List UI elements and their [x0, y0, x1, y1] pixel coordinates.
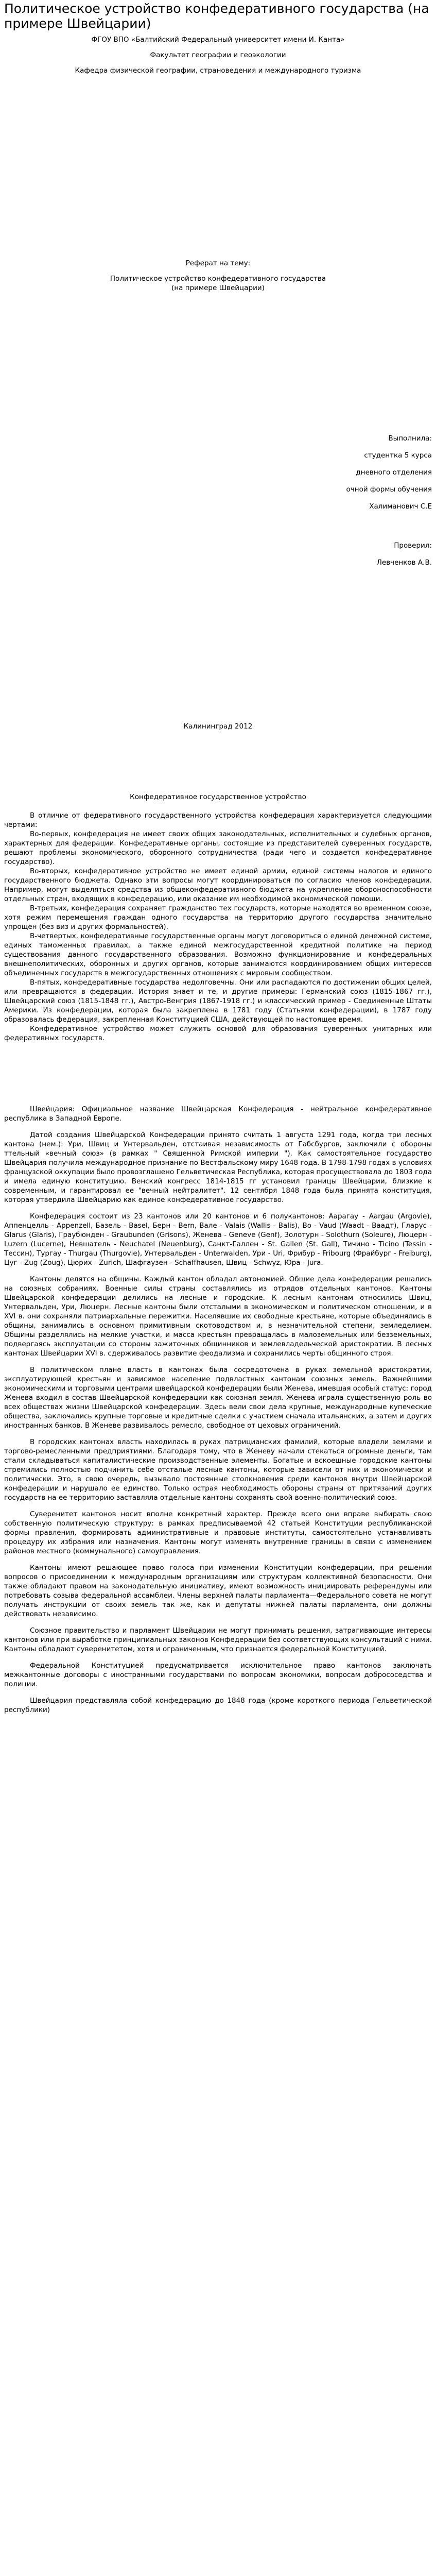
paragraph: В-третьих, конфедерация сохраняет гражданство тех государств, которые находятся во временном союзе, хотя режим перемещения граждан одного государства на территорию другого государства значительно упрощен (без виз и других формальностей). [4, 904, 432, 931]
paragraph: В городских кантонах власть находилась в руках патрицианских фамилий, которые владели землями и торгово-ремесленными предприятиями. Благодаря тому, что в Женеву начали стекаться огромные деньги, там стали складываться капиталистические производственные элементы. Богатые и вскоешные городские кантоны стремились полностью подчинить себе отсталые лесные кантоны, которые зависели от них и экономически и политически. Это, в свою очередь, вызывало постоянные столкновения среди кантонов внутри Швейцарской конфедерации и нарушало ее единство. Только острая необходимость обороны страны от притязаний других государств на ее территорию заставляла отдельные кантоны сохранять свой военно-политический союз. [4, 1438, 432, 1502]
faculty-name: Факультет географии и геоэкологии [150, 51, 286, 59]
department-name: Кафедра физической географии, страноведения и международного туризма [75, 66, 361, 75]
checked-label: Проверил: [394, 541, 432, 550]
paragraph: В-четвертых, конфедеративные государственные органы могут договориться о единой денежной системе, единых таможенных правилах, а также единой межгосударственной кредитной политике на период существования данного государственного образования. Возможно функционирование и конфедеральных внешнеполитических, оборонных и других органов, которые занимаются координированием общих интересов объединенных государств в межгосударственных отношениях с мировым сообществом. [4, 932, 432, 977]
checked-block [4, 541, 432, 567]
paragraph: Конфедерация состоит из 23 кантонов или 20 кантонов и 6 полукантонов: Аарагау - Aargau (Argovie), Аппенцелль - Appenzell, Базель - Basel, Берн - Bern, Вале - Valais (Wallis - Ваlis), Во - Vaud (Waadt - Ваадт), Гларус - Glarus (Glaris), Граубюнден - Graubunden (Grisons), Женева - Geneve (Genf), Золотурн - Solothurn (Soleure), Люцерн - Luzern (Lucerne), Невшатель - Neuchatel (Neuenburg), Санкт-Галлен - St. Gallen (St. Gall), Тичино - Ticino (Tessin - Тессин), Тургау - Thurgau (Thurgovie), Унтервальден - Unterwalden, Ури - Uri, Фрибур - Fribourg (Фрайбург - Freiburg), Цуг - Zug (Zoug), Цюрих - Zurich, Шафгаузен - Schaffhausen, Швиц - Schwyz, Юра - Jura. [4, 1212, 432, 1267]
university-name: ФГОУ ВПО «Балтийский Федеральный университет имени И. Канта» [91, 36, 345, 44]
paragraph: Конфедеративное устройство может служить основой для образования суверенных унитарных или федеративных государств. [4, 1025, 432, 1042]
paragraph: Швейцария: Официальное название Швейцарская Конфедерация - нейтральное конфедеративное республика в Западной Европе. [4, 1105, 432, 1123]
performed-line: очной формы обучения [346, 485, 432, 494]
paragraph: Во-вторых, конфедеративное устройство не имеет единой армии, единой системы налогов и единого государственного бюджета. Однако эти вопросы могут координироваться по согласию членов конфедерации. Например, могут выделяться средства из общеконфедеративного бюджета на укрепление обороноспособности отдельных стран, входящих в конфедерацию, или оказание им необходимой экономической помощи. [4, 867, 432, 903]
paragraph: Кантоны делятся на общины. Каждый кантон обладал автономией. Общие дела конфедерации решались на союзных собраниях. Военные силы страны составлялись из отрядов отдельных кантонов. Кантоны Швейцарской конфедерации делились на лесные и городские. К лесным кантонам относились Швиц, Унтервальден, Ури, Люцерн. Лесные кантоны были отсталыми в экономическом и политическом отношении, и в XVI в. они сохраняли патриархальные пережитки. Населявшие их свободные крестьяне, которые объединялись в общины, занимались в основном примитивным скотоводством и, в незначительной степени, земледелием. Общины разделялись на мелкие участки, и масса крестьян превращалась в малоземельных или безземельных, подвергаясь эксплуатации со стороны зажиточных общинников и землевладельческой аристократии. В лесных кантонах Швейцарии XVI в. сдерживалось развитие феодализма и сохранились черты общинного строя. [4, 1275, 432, 1358]
cover-page [4, 31, 432, 792]
paragraph: Швейцария представляла собой конфедерацию до 1848 года (кроме короткого периода Гельветической республики) [4, 1697, 432, 1714]
paragraph: Федеральной Конституцией предусматривается исключительное право кантонов заключать межкантонные договоры с иностранными государствами по вопросам экономики, вопросам добрососедства и полиции. [4, 1662, 432, 1688]
paragraph: Кантоны имеют решающее право голоса при изменении Конституции конфедерации, при решении вопросов о присоединении к международным организациям или структурам коллективной безопасности. Они также обладают правом на законодательную инициативу, имеют возможность инициировать референдумы или потребовать созыва федеральной ассамблеи. Члены верхней палаты парламента—Федерального совета не могут получать инструкции от своих земель так же, как и депутаты нижней палаты парламента, они должны действовать независимо. [4, 1564, 432, 1618]
section-confederation [4, 792, 432, 1043]
paragraph: В политическом плане власть в кантонах была сосредоточена в руках земельной аристократии, эксплуатирующей крестьян и зависимое население подвластных кантонам союзных земель. Важнейшими экономическими и торговыми центрами швейцарской конфедерации были Женева, имевшая особый статус: город Женева входил в состав Швейцарской конфедерации как союзная земля. Женева играла существенную роль во всех обществах жизни Швейцарской конфедерации. Здесь вели свои дела крупные, международные купеческие общества, заключались крупные торговые и кредитные сделки с участием сначала итальянских, а затем и других иностранных банков. В Женеве развивалось ремесло, свободное от цеховых ограничений. [4, 1366, 432, 1430]
section-switzerland [4, 1105, 432, 1715]
paragraph: В-пятых, конфедеративные государства недолговечны. Они или распадаются по достижении общих целей, или превращаются в федерации. История знает и те, и другие примеры: Германский союз (1815-1867 гг.), Швейцарский союз (1815-1848 гг.), Австро-Венгрия (1867-1918 гг.) и классический пример - Соединенные Штаты Америки. Из конфедерации, которая была закреплена в 1781 году (Статьями конфедерации), в 1787 году образовалась федерация, закрепленная Конституцией США, действующей по настоящее время. [4, 978, 432, 1024]
paragraph: Датой создания Швейцарской Конфедерации принято считать 1 августа 1291 года, когда три лесных кантона (нем.): Ури, Швиц и Унтервальден, отстаивая независимость от Габсбургов, заключили с обороны ттельный «вечный союз» (в рамках " Священной Римской империи "). Как самостоятельное государство Швейцария получила международное признание по Вестфальскому миру 1648 года. В 1798-1798 годах в условиях французской оккупации было провозглашено Гельветическая Республика, которая просуществовала до 1803 года и имела единую конституцию. Венский конгресс 1814-1815 гг установил границы Швейцарии, близкие к современным, и гарантировал ее "вечный нейтралитет". 12 сентября 1848 года была принята конституция, которая утвердила Швейцарию как единое конфедеративное государство. [4, 1131, 432, 1204]
report-label: Реферат на тему: [185, 259, 251, 267]
performed-block [4, 434, 432, 511]
paragraph: Союзное правительство и парламент Швейцарии не могут принимать решения, затрагивающие интересы кантонов или при выработке принципиальных законов Конфедерации без соответствующих консультаций с ними. Кантоны обладают суверенитетом, хотя и ограниченным, что признается федеральной Конституцией. [4, 1626, 432, 1653]
performed-line: Халиманович С.Е [369, 502, 432, 511]
report-topic: Политическое устройство конфедеративного государства (на примере Швейцарии) [110, 275, 326, 292]
performed-line: студентка 5 курса [364, 451, 432, 460]
paragraph: Во-первых, конфедерация не имеет своих общих законодательных, исполнительных и судебных органов, характерных для федерации. Конфедеративные органы, состоящие из представителей суверенных государств, решают проблемы экономического, оборонного сотрудничества (ради чего и создается конфедеративное государство). [4, 830, 432, 866]
section-heading: Конфедеративное государственное устройство [130, 793, 306, 801]
paragraph: Суверенитет кантонов носит вполне конкретный характер. Прежде всего они вправе выбирать свою собственную политическую структуру: в рамках предписываемой 42 статьей Конституции республиканской формы правления, формировать административные и правовые институты, самостоятельно устанавливать процедуру их избрания или назначения. Кантоны могут изменять внутренние границы в связи с изменением районов местного (коммунального) самоуправления. [4, 1510, 432, 1555]
performed-label: Выполнила: [388, 434, 432, 443]
city-year: Калининград 2012 [183, 722, 253, 731]
performed-line: дневного отделения [356, 468, 432, 477]
paragraph: В отличие от федеративного государственного устройства конфедерация характеризуется следующими чертами: [4, 811, 432, 829]
checked-name: Левченков А.В. [376, 558, 432, 567]
page-title: Политическое устройство конфедеративного государства (на примере Швейцарии) [4, 1, 429, 31]
